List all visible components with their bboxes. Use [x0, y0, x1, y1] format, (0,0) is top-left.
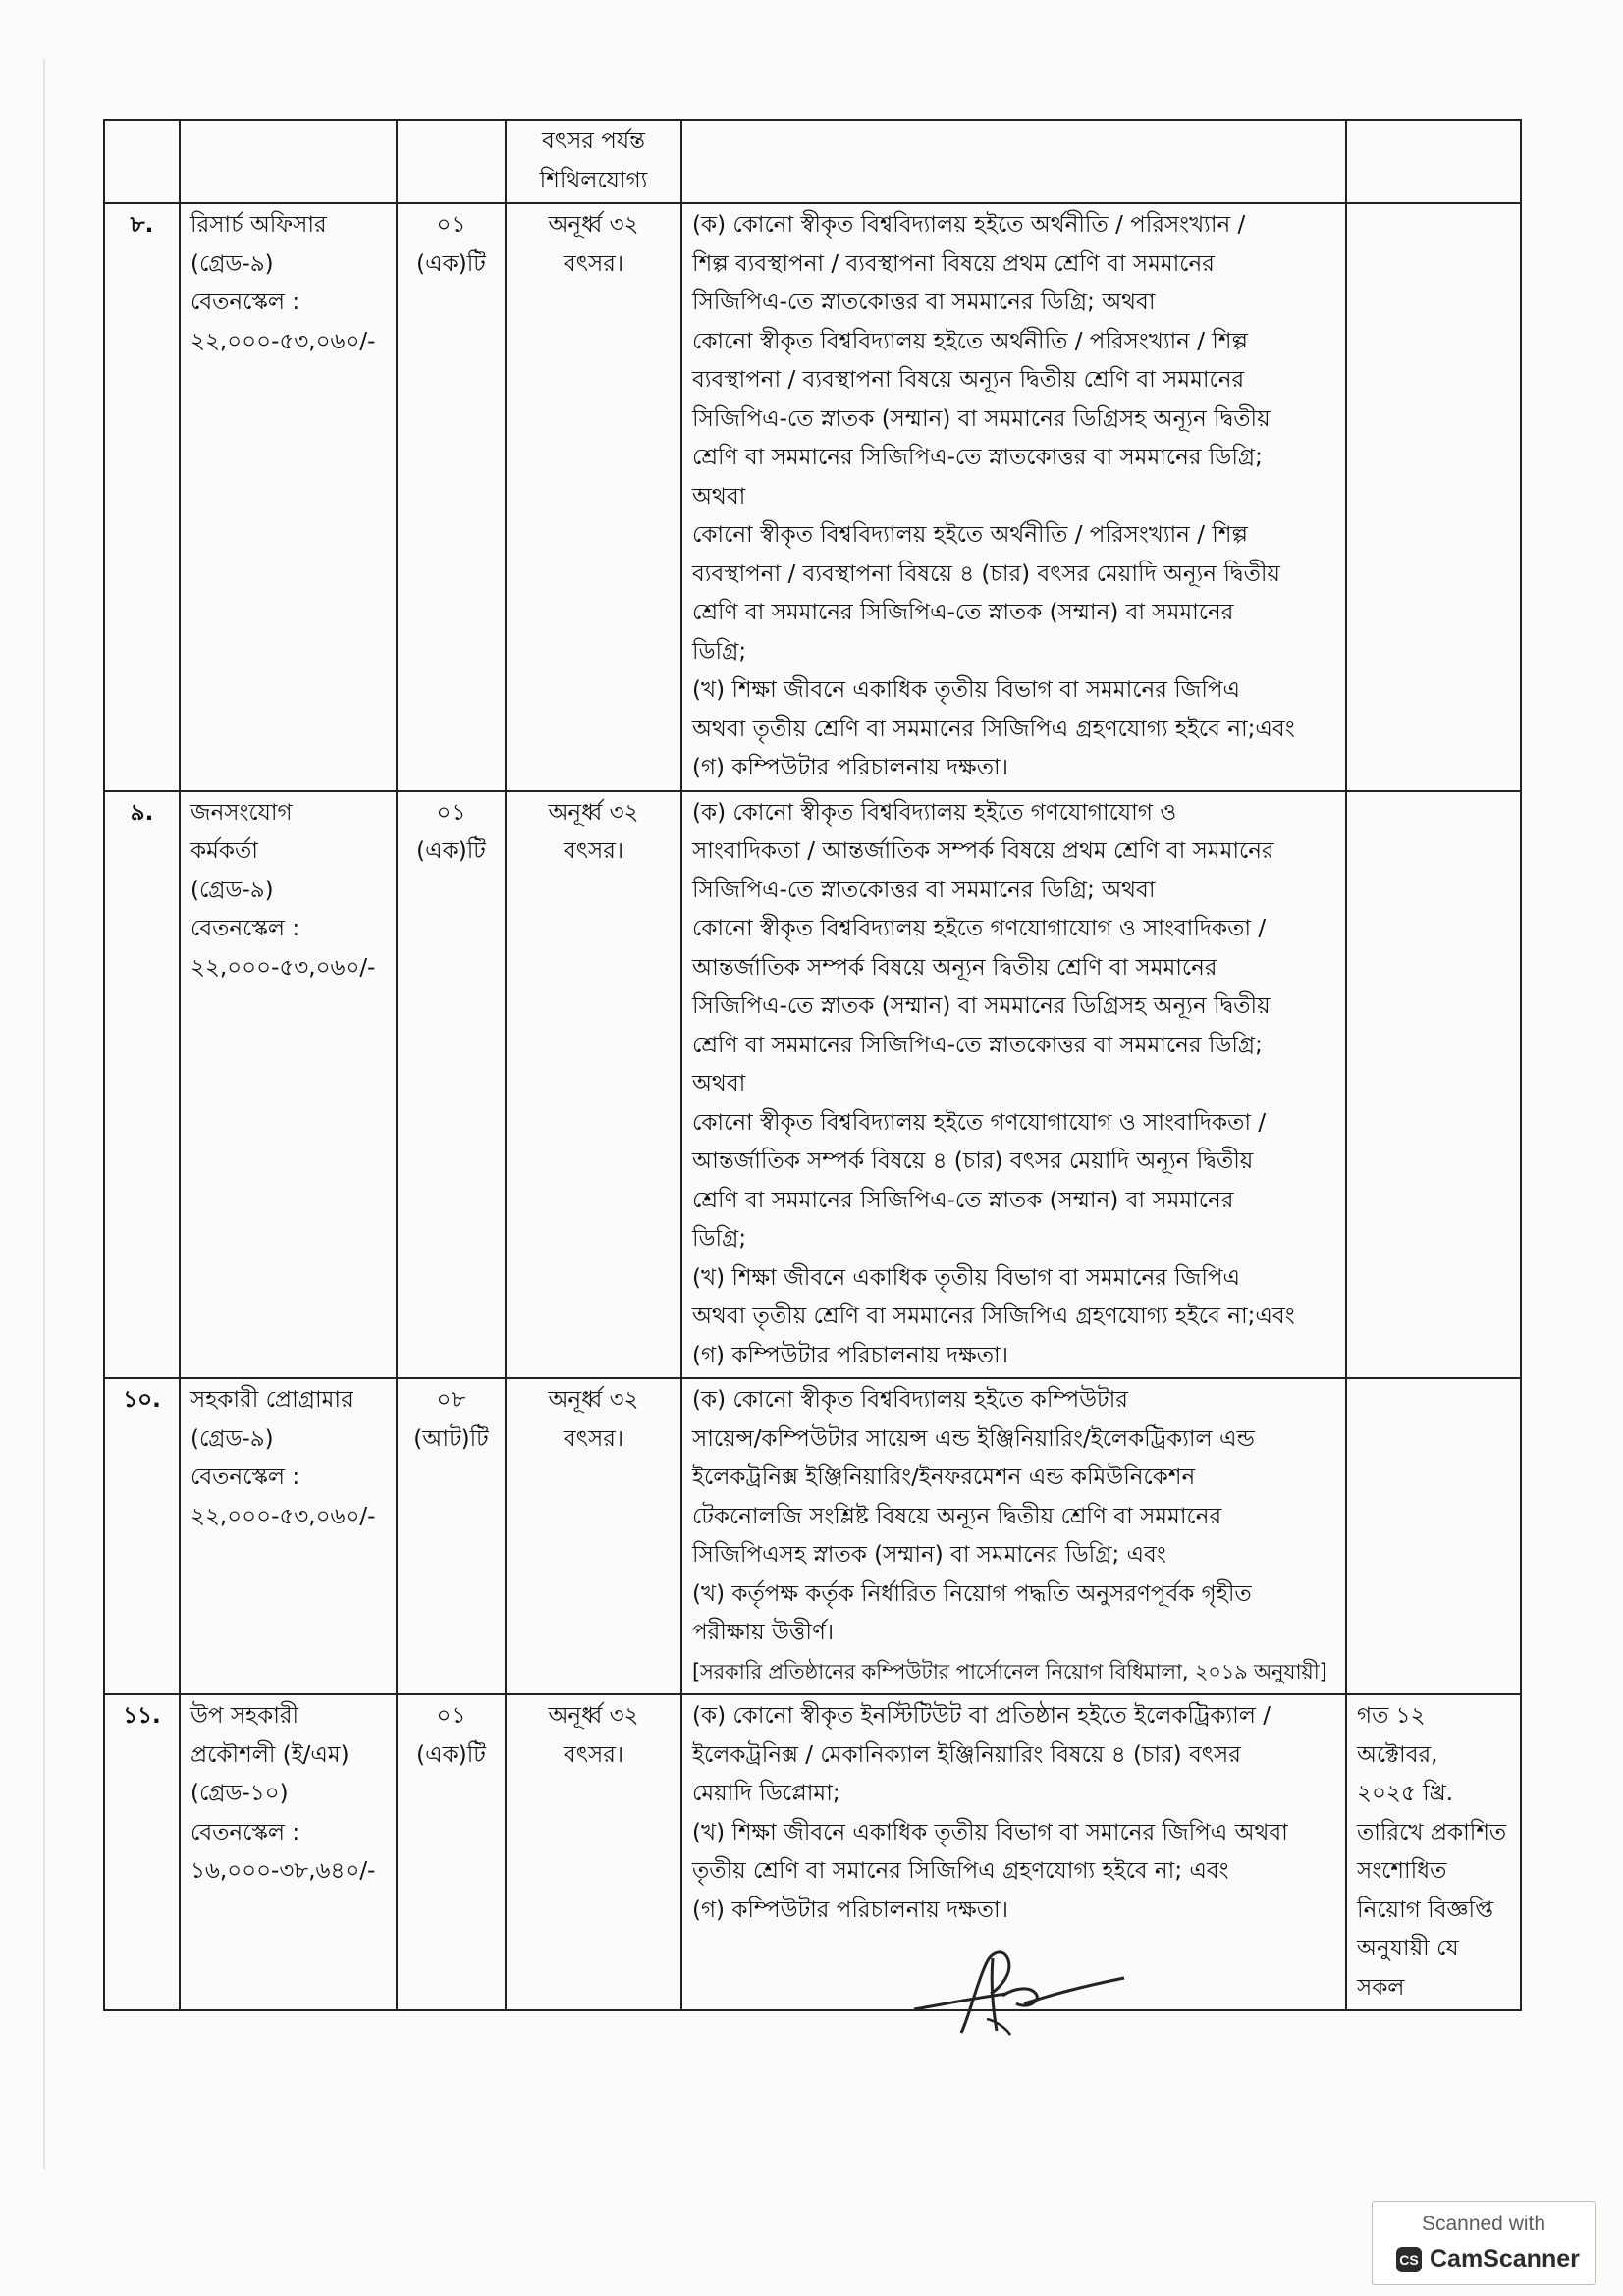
remarks-cell	[1346, 203, 1521, 791]
post-line: সহকারী প্রোগ্রামার	[190, 1387, 353, 1413]
qualification-line: (ক) কোনো স্বীকৃত বিশ্ববিদ্যালয় হইতে গণযোগাযোগ ও	[692, 799, 1177, 826]
qualification-line: সিজিপিএ-তে স্নাতক (সম্মান) বা সমমানের ডিগ্রিসহ অন্যূন দ্বিতীয়	[692, 993, 1271, 1019]
qualification-line: ব্যবস্থাপনা / ব্যবস্থাপনা বিষয়ে অন্যূন দ্বিতীয় শ্রেণি বা সমমানের	[692, 367, 1245, 393]
serial-text: ১০.	[123, 1387, 161, 1413]
remarks-line: অনুযায়ী যে সকল	[1357, 1936, 1459, 2001]
post-cell	[180, 203, 397, 791]
qualification-line: সিজিপিএ-তে স্নাতকোত্তর বা সমমানের ডিগ্রি; অথবা	[692, 290, 1156, 315]
remarks-line: তারিখে প্রকাশিত	[1357, 1819, 1507, 1845]
post-line: ২২,০০০-৫৩,০৬০/-	[190, 954, 376, 981]
qualification-line: (গ) কম্পিউটার পরিচালনায় দক্ষতা।	[692, 755, 1008, 780]
post-line: (গ্রেড-৯)	[190, 250, 274, 277]
table-row	[104, 791, 1521, 1379]
qualification-line: টেকনোলজি সংশ্লিষ্ট বিষয়ে অন্যূন দ্বিতীয় শ্রেণি বা সমমানের	[692, 1503, 1222, 1529]
qualification-cell	[681, 203, 1346, 791]
remarks-cell	[1346, 120, 1521, 203]
qualification-line: অথবা	[692, 1071, 746, 1096]
age-limit-cell	[506, 791, 681, 1379]
post-line: বেতনস্কেল :	[190, 1465, 300, 1490]
age-limit-line: অনূর্ধ্ব ৩২	[548, 1703, 639, 1729]
post-count-line: (এক)টি	[416, 1741, 486, 1768]
qualification-line: কোনো স্বীকৃত বিশ্ববিদ্যালয় হইতে অর্থনীতি / পরিসংখ্যান / শিল্প	[692, 328, 1248, 354]
post-line: (গ্রেড-৯)	[190, 1425, 274, 1452]
serial-text: ৯.	[130, 799, 154, 826]
post-line: ২২,০০০-৫৩,০৬০/-	[190, 1503, 376, 1529]
qualification-line: (খ) শিক্ষা জীবনে একাধিক তৃতীয় বিভাগ বা সমমানের জিপিএ	[692, 1264, 1241, 1291]
qualification-line: তৃতীয় শ্রেণি বা সমানের সিজিপিএ গ্রহণযোগ্য হইবে না; এবং	[692, 1858, 1229, 1884]
age-limit-line: বৎসর।	[563, 1741, 624, 1768]
qualification-line: (ক) কোনো স্বীকৃত বিশ্ববিদ্যালয় হইতে কম্পিউটার	[692, 1387, 1128, 1413]
qualification-line: ডিগ্রি;	[692, 638, 747, 665]
remarks-line: গত ১২ অক্টোবর,	[1357, 1703, 1438, 1768]
qualification-line: (খ) কর্তৃপক্ষ কর্তৃক নির্ধারিত নিয়োগ পদ্ধতি অনুসরণপূর্বক গৃহীত	[692, 1580, 1252, 1607]
recruitment-table	[103, 119, 1522, 2011]
post-line: বেতনস্কেল :	[190, 1819, 300, 1845]
qualification-line: সায়েন্স/কম্পিউটার সায়েন্স এন্ড ইঞ্জিনিয়ারিং/ইলেকট্রিক্যাল এন্ড	[692, 1425, 1255, 1452]
serial-cell	[104, 203, 180, 791]
post-line: বেতনস্কেল :	[190, 290, 300, 315]
scan-page-edge	[43, 59, 45, 2169]
qualification-line: (খ) শিক্ষা জীবনে একাধিক তৃতীয় বিভাগ বা সমানের জিপিএ অথবা	[692, 1819, 1288, 1845]
camscanner-logo-icon: CS	[1396, 2247, 1422, 2272]
table-row	[104, 1378, 1521, 1694]
qualification-line: শ্রেণি বা সমমানের সিজিপিএ-তে স্নাতকোত্তর বা সমমানের ডিগ্রি;	[692, 1032, 1263, 1058]
post-cell	[180, 1378, 397, 1694]
post-count-cell	[397, 1694, 506, 2010]
serial-text: ১১.	[123, 1703, 161, 1729]
post-line: বেতনস্কেল :	[190, 916, 300, 941]
age-limit-cell	[506, 1378, 681, 1694]
qualification-line: অথবা তৃতীয় শ্রেণি বা সমমানের সিজিপিএ গ্রহণযোগ্য হইবে না;এবং	[692, 1304, 1295, 1329]
qualification-line: মেয়াদি ডিপ্লোমা;	[692, 1781, 840, 1806]
post-count-cell	[397, 791, 506, 1379]
post-count-cell	[397, 203, 506, 791]
qualification-line: শিল্প ব্যবস্থাপনা / ব্যবস্থাপনা বিষয়ে প্রথম শ্রেণি বা সমমানের	[692, 250, 1215, 277]
qualification-rule-note: [সরকারি প্রতিষ্ঠানের কম্পিউটার পার্সোনেল নিয়োগ বিধিমালা, ২০১৯ অনুযায়ী]	[692, 1659, 1327, 1683]
table-row	[104, 120, 1521, 203]
age-limit-line: অনূর্ধ্ব ৩২	[548, 799, 639, 826]
remarks-line: সংশোধিত	[1357, 1858, 1447, 1884]
post-line: কর্মকর্তা	[190, 838, 258, 864]
serial-text: ৮.	[130, 212, 154, 238]
qualification-line: শ্রেণি বা সমমানের সিজিপিএ-তে স্নাতকোত্তর বা সমমানের ডিগ্রি;	[692, 445, 1263, 470]
age-limit-cell	[506, 1694, 681, 2010]
post-line: জনসংযোগ	[190, 799, 293, 826]
post-line: রিসার্চ অফিসার	[190, 212, 327, 238]
serial-cell	[104, 1694, 180, 2010]
qualification-cell	[681, 791, 1346, 1379]
qualification-line: (ক) কোনো স্বীকৃত বিশ্ববিদ্যালয় হইতে অর্থনীতি / পরিসংখ্যান /	[692, 212, 1246, 238]
post-count-line: (এক)টি	[416, 250, 486, 277]
qualification-line: শ্রেণি বা সমমানের সিজিপিএ-তে স্নাতক (সম্মান) বা সমমানের	[692, 1187, 1234, 1213]
qualification-line: সিজিপিএ-তে স্নাতকোত্তর বা সমমানের ডিগ্রি; অথবা	[692, 877, 1156, 903]
remarks-cell	[1346, 1378, 1521, 1694]
badge-brand-row	[1396, 2245, 1580, 2273]
qualification-line: সিজিপিএ-তে স্নাতক (সম্মান) বা সমমানের ডিগ্রিসহ অন্যূন দ্বিতীয়	[692, 405, 1271, 432]
table-row	[104, 1694, 1521, 2010]
qualification-line: আন্তর্জাতিক সম্পর্ক বিষয়ে অন্যূন দ্বিতীয় শ্রেণি বা সমমানের	[692, 954, 1217, 981]
remarks-line: নিয়োগ বিজ্ঞপ্তি	[1357, 1896, 1494, 1923]
qualification-line: আন্তর্জাতিক সম্পর্ক বিষয়ে ৪ (চার) বৎসর মেয়াদি অন্যূন দ্বিতীয়	[692, 1148, 1254, 1174]
age-limit-line: শিথিলযোগ্য	[539, 167, 648, 193]
signature-icon	[908, 1939, 1134, 2047]
qualification-line: (ক) কোনো স্বীকৃত ইনস্টিটিউট বা প্রতিষ্ঠান হইতে ইলেকট্রিক্যাল /	[692, 1703, 1271, 1729]
qualification-line: সিজিপিএসহ স্নাতক (সম্মান) বা সমমানের ডিগ্রি; এবং	[692, 1542, 1166, 1568]
post-count-line: ০১	[436, 212, 466, 238]
post-count-cell	[397, 120, 506, 203]
badge-brand-name: CamScanner	[1430, 2245, 1580, 2272]
post-line: প্রকৌশলী (ই/এম)	[190, 1741, 350, 1768]
post-cell	[180, 120, 397, 203]
age-limit-cell	[506, 203, 681, 791]
post-line: (গ্রেড-৯)	[190, 877, 274, 903]
post-count-line: (আট)টি	[413, 1425, 489, 1452]
age-limit-line: বৎসর।	[563, 1425, 624, 1452]
post-count-line: ০১	[436, 799, 466, 826]
age-limit-line: বৎসর।	[563, 250, 624, 277]
post-count-line: (এক)টি	[416, 838, 486, 864]
remarks-cell	[1346, 1694, 1521, 2010]
post-cell	[180, 791, 397, 1379]
qualification-line: কোনো স্বীকৃত বিশ্ববিদ্যালয় হইতে গণযোগাযোগ ও সাংবাদিকতা /	[692, 1109, 1267, 1136]
badge-scanned-with: Scanned with	[1421, 2213, 1546, 2235]
qualification-line: ইলেকট্রনিক্স / মেকানিক্যাল ইঞ্জিনিয়ারিং বিষয়ে ৪ (চার) বৎসর	[692, 1741, 1241, 1768]
qualification-line: কোনো স্বীকৃত বিশ্ববিদ্যালয় হইতে অর্থনীতি / পরিসংখ্যান / শিল্প	[692, 522, 1248, 548]
qualification-line: (খ) শিক্ষা জীবনে একাধিক তৃতীয় বিভাগ বা সমমানের জিপিএ	[692, 677, 1241, 703]
camscanner-badge	[1372, 2201, 1596, 2285]
recruitment-table-body	[104, 120, 1521, 2010]
post-count-cell	[397, 1378, 506, 1694]
serial-cell	[104, 120, 180, 203]
qualification-line: ব্যবস্থাপনা / ব্যবস্থাপনা বিষয়ে ৪ (চার) বৎসর মেয়াদি অন্যূন দ্বিতীয়	[692, 561, 1280, 587]
post-count-line: ০১	[436, 1703, 466, 1729]
age-limit-cell	[506, 120, 681, 203]
post-line: ২২,০০০-৫৩,০৬০/-	[190, 328, 376, 354]
post-line: ১৬,০০০-৩৮,৬৪০/-	[190, 1858, 376, 1884]
serial-cell	[104, 791, 180, 1379]
serial-cell	[104, 1378, 180, 1694]
qualification-line: (গ) কম্পিউটার পরিচালনায় দক্ষতা।	[692, 1342, 1008, 1368]
qualification-line: কোনো স্বীকৃত বিশ্ববিদ্যালয় হইতে গণযোগাযোগ ও সাংবাদিকতা /	[692, 916, 1267, 941]
remarks-cell	[1346, 791, 1521, 1379]
age-limit-line: অনূর্ধ্ব ৩২	[548, 1387, 639, 1413]
post-line: (গ্রেড-১০)	[190, 1781, 289, 1806]
qualification-line: পরীক্ষায় উত্তীর্ণ।	[692, 1620, 835, 1645]
qualification-line: ইলেকট্রনিক্স ইঞ্জিনিয়ারিং/ইনফরমেশন এন্ড কমিউনিকেশন	[692, 1465, 1196, 1490]
post-line: উপ সহকারী	[190, 1703, 299, 1729]
qualification-line: ডিগ্রি;	[692, 1226, 747, 1252]
qualification-cell	[681, 1378, 1346, 1694]
qualification-line: শ্রেণি বা সমমানের সিজিপিএ-তে স্নাতক (সম্মান) বা সমমানের	[692, 600, 1234, 625]
qualification-line: সাংবাদিকতা / আন্তর্জাতিক সম্পর্ক বিষয়ে প্রথম শ্রেণি বা সমমানের	[692, 838, 1274, 864]
qualification-line: (গ) কম্পিউটার পরিচালনায় দক্ষতা।	[692, 1896, 1008, 1923]
qualification-line: অথবা	[692, 483, 746, 509]
table-row	[104, 203, 1521, 791]
age-limit-line: বৎসর।	[563, 838, 624, 864]
age-limit-line: বৎসর পর্যন্ত	[542, 129, 645, 154]
age-limit-line: অনূর্ধ্ব ৩২	[548, 212, 639, 238]
qualification-line: অথবা তৃতীয় শ্রেণি বা সমমানের সিজিপিএ গ্রহণযোগ্য হইবে না;এবং	[692, 716, 1295, 742]
post-cell	[180, 1694, 397, 2010]
qualification-cell	[681, 120, 1346, 203]
post-count-line: ০৮	[436, 1387, 466, 1413]
remarks-line: ২০২৫ খ্রি.	[1357, 1781, 1454, 1806]
